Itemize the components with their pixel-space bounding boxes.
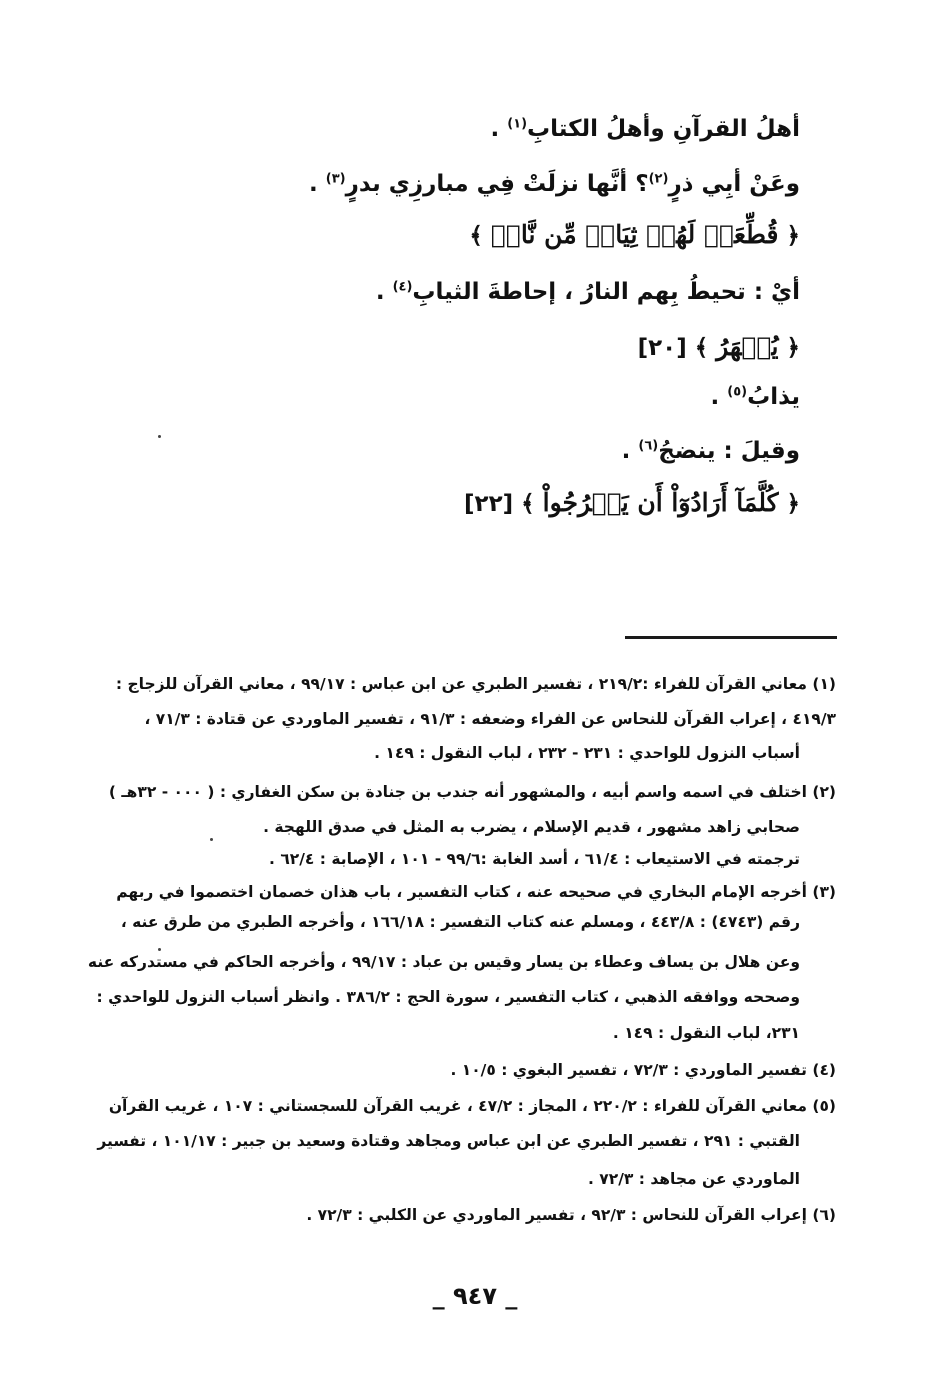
footnote-line: صحابي زاهد مشهور ، قديم الإسلام ، يضرب به المثل في صدق اللهجة . (263, 818, 800, 836)
verse-number: [٢٠] (637, 335, 687, 361)
footnote-line: (١) معاني القرآن للفراء :٢١٩/٢ ، تفسير الطبري عن ابن عباس : ٩٩/١٧ ، معاني القرآن للزجاج : (115, 675, 836, 693)
verse-close-bracket: ﴾ (694, 335, 709, 361)
footnote-line: ٢٣١، لباب النقول : ١٤٩ . (612, 1024, 800, 1042)
verse-open-bracket: ﴿ (786, 223, 800, 249)
footnote-line: أسباب النزول للواحدي : ٢٣١ - ٢٣٢ ، لباب النقول : ١٤٩ . (374, 744, 800, 762)
footnote-marker: (٥) (727, 384, 748, 400)
footnote-line: (٦) إعراب القرآن للنحاس : ٩٢/٣ ، تفسير الماوردي عن الكلبي : ٧٢/٣ . (306, 1206, 836, 1224)
scan-speck (158, 435, 161, 438)
quran-verse: كُلَّمَآ أَرَادُوٓاْ أَن يَخۡرُجُواْ (542, 488, 779, 517)
punctuation: . (621, 438, 639, 464)
main-text: أيْ : تحيطُ بِهم النارُ ، إحاطةَ الثيابِ (412, 279, 800, 305)
page-number: _ ٩٤٧ _ (432, 1282, 518, 1310)
footnote-line: الماوردي عن مجاهد : ٧٢/٣ . (587, 1170, 800, 1188)
quran-verse: قُطِّعَتۡ لَهُمۡ ثِيَابٞ مِّن نَّارٖ (490, 220, 779, 249)
punctuation: . (490, 116, 508, 142)
scan-speck (210, 838, 213, 841)
verse-line-2 (638, 334, 800, 360)
main-text: وعَنْ أبِي ذرٍ (668, 171, 800, 197)
footnote-line: ٤١٩/٣ ، إعراب القرآن للنحاس عن الفراء وضعفه : ٩١/٣ ، تفسير الماوردي عن قتادة : ٧١/٣ ، (144, 710, 836, 728)
verse-open-bracket: ﴿ (786, 335, 800, 361)
verse-close-bracket: ﴾ (469, 223, 483, 249)
main-text: ؟ أنَّها نزلَتْ فِي مبارزِي بدرٍ (345, 171, 649, 197)
footnote-line: ترجمته في الاستيعاب : ٦١/٤ ، أسد الغابة :٩٩/٦ - ١٠١ ، الإصابة : ٦٢/٤ . (269, 850, 800, 868)
footnote-line: (٤) تفسير الماوردي : ٧٢/٣ ، تفسير البغوي : ١٠/٥ . (450, 1061, 836, 1079)
main-line-4 (710, 386, 800, 409)
footnote-marker: (٣) (325, 171, 346, 187)
punctuation: . (710, 384, 728, 410)
footnote-marker: (٦) (638, 438, 659, 454)
main-line-5 (622, 440, 800, 463)
footnote-line: وعن هلال بن يساف وعطاء بن يسار وقيس بن عباد : ٩٩/١٧ ، وأخرجه الحاكم في مستدركه عنه (87, 953, 800, 971)
footnote-line: (٣) أخرجه الإمام البخاري في صحيحه عنه ، كتاب التفسير ، باب هذان خصمان اختصموا في ربهم (116, 883, 836, 901)
main-line-2 (309, 173, 800, 196)
footnote-line: (٥) معاني القرآن للفراء : ٢٢٠/٢ ، المجاز : ٤٧/٢ ، غريب القرآن للسجستاني : ١٠٧ ، غريب القرآن (108, 1097, 836, 1115)
punctuation: . (375, 279, 393, 305)
verse-line-3 (464, 490, 800, 516)
footnote-line: رقم (٤٧٤٣) : ٤٤٣/٨ ، ومسلم عنه كتاب التفسير : ١٦٦/١٨ ، وأخرجه الطبري من طرق عنه ، (120, 913, 800, 931)
footnote-divider (625, 636, 837, 639)
footnote-marker: (١) (507, 116, 528, 132)
footnote-marker: (٢) (648, 171, 669, 187)
main-text: أهلُ القرآنِ وأهلُ الكتابِ (527, 116, 800, 142)
scan-speck (158, 948, 161, 951)
main-text: يذابُ (747, 384, 800, 410)
verse-close-bracket: ﴾ (521, 491, 535, 517)
punctuation: . (309, 171, 326, 197)
footnote-line: وصححه ووافقه الذهبي ، كتاب التفسير ، سورة الحج : ٣٨٦/٢ . وانظر أسباب النزول للواحدي : (96, 988, 800, 1006)
footnote-marker: (٤) (392, 279, 413, 295)
main-line-3 (376, 281, 800, 304)
verse-line-1 (469, 222, 800, 248)
footnote-line: (٢) اختلف في اسمه واسم أبيه ، والمشهور أنه جندب بن جنادة بن سكن الغفاري : ( ٠٠٠ - ٣٢هـ ) (108, 783, 836, 801)
main-line-1 (490, 118, 800, 141)
main-text: وقيلَ : ينضجُ (658, 438, 800, 464)
quran-verse: يُصۡهَرُ (716, 332, 779, 361)
verse-open-bracket: ﴿ (786, 491, 800, 517)
footnote-line: القتبي : ٢٩١ ، تفسير الطبري عن ابن عباس ومجاهد وقتادة وسعيد بن جبير : ١٠١/١٧ ، تفسير (97, 1132, 800, 1150)
verse-number: [٢٢] (464, 491, 514, 517)
